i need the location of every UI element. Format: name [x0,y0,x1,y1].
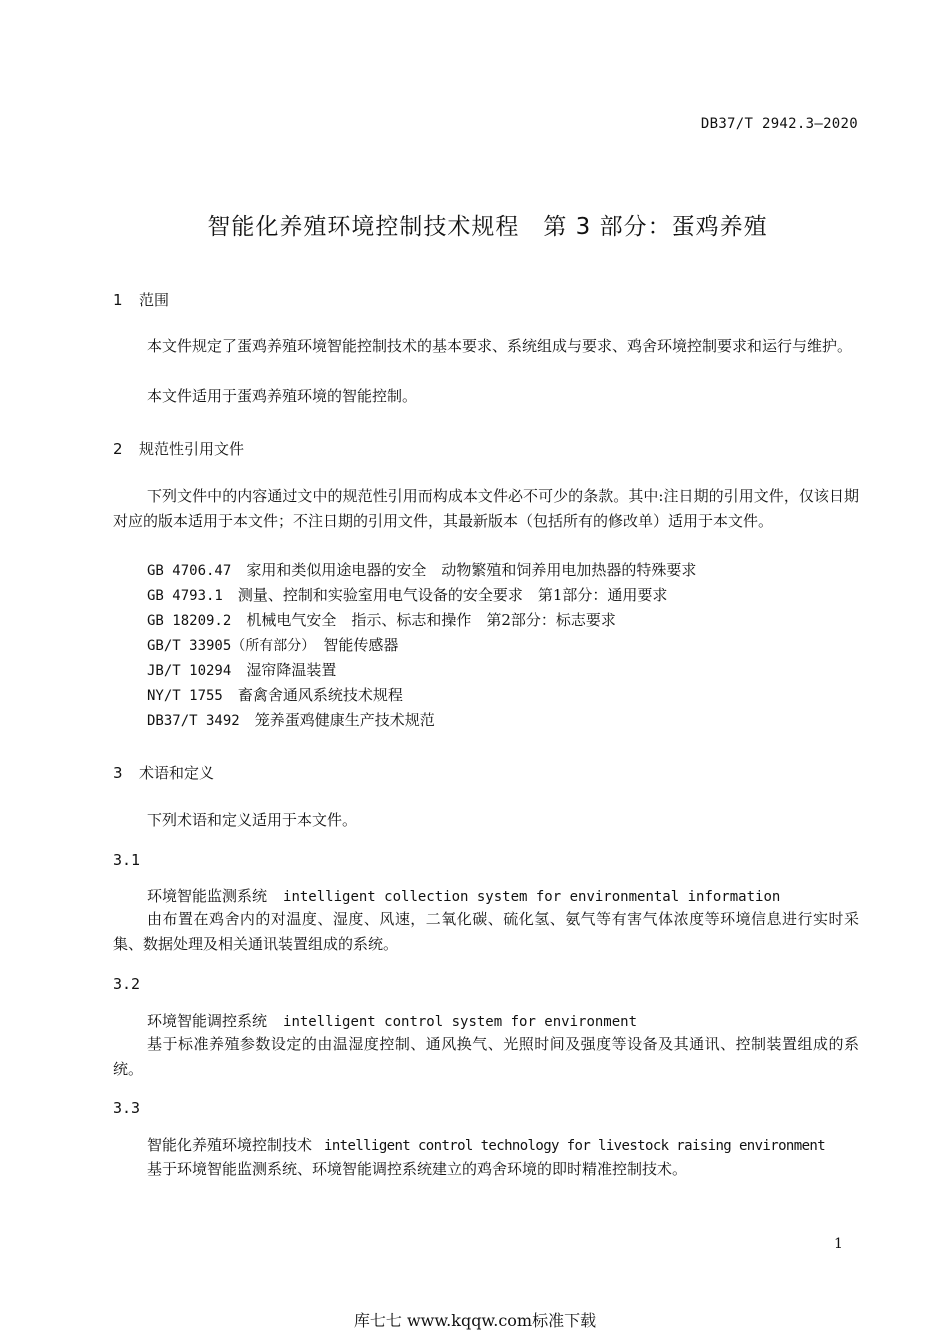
reference-title: 湿帘降温装置 [246,661,337,679]
footer-watermark: 库七七 www.kqqw.com标准下载 [353,1311,597,1330]
section-number: 3 [113,764,123,782]
section-2-heading [113,438,244,459]
reference-title: 畜禽舍通风系统技术规程 [237,686,403,704]
term-zh: 环境智能监测系统 [147,887,268,905]
reference-item [147,609,616,630]
reference-title: 家用和类似用途电器的安全 动物繁殖和饲养用电加热器的特殊要求 [246,561,697,579]
section-1-heading [113,289,169,310]
document-title: 智能化养殖环境控制技术规程 第 3 部分：蛋鸡养殖 [207,214,768,240]
section-3-heading [113,762,214,783]
reference-item [147,634,398,655]
section-title: 规范性引用文件 [139,440,245,458]
term-number: 3.1 [113,851,141,869]
reference-code: GB/T 33905（所有部分） [147,638,309,654]
reference-title: 测量、控制和实验室用电气设备的安全要求 第1部分：通用要求 [237,586,668,604]
paragraph: 下列术语和定义适用于本文件。 [147,811,358,829]
term-en: intelligent control technology for livestock raising environment [324,1138,826,1154]
term-en: intelligent collection system for environmental information [283,889,781,905]
section-title: 术语和定义 [139,764,215,782]
reference-item [147,709,435,730]
paragraph: 本文件适用于蛋鸡养殖环境的智能控制。 [147,387,418,405]
reference-code: GB 18209.2 [147,613,232,629]
term-zh: 环境智能调控系统 [147,1012,268,1030]
reference-code: DB37/T 3492 [147,713,240,729]
term-en: intelligent control system for environment [283,1014,638,1030]
reference-item [147,559,696,580]
section-number: 1 [113,291,123,309]
reference-item [147,659,336,680]
reference-item [147,584,667,605]
term-number: 3.3 [113,1099,141,1117]
paragraph: 下列文件中的内容通过文中的规范性引用而构成本文件必不可少的条款。其中:注日期的引用文件，仅该日期对应的版本适用于本文件；不注日期的引用文件，其最新版本（包括所有的修改单）适用于本文件。 [113,487,859,530]
term-number: 3.2 [113,975,141,993]
reference-title: 机械电气安全 指示、标志和操作 第2部分：标志要求 [246,611,616,629]
document-code: DB37/T 2942.3—2020 [700,116,858,132]
reference-code: NY/T 1755 [147,688,223,704]
section-number: 2 [113,440,123,458]
term-heading [147,1134,825,1155]
reference-code: GB 4793.1 [147,588,223,604]
term-definition: 基于环境智能监测系统、环境智能调控系统建立的鸡舍环境的即时精准控制技术。 [147,1160,688,1178]
reference-code: GB 4706.47 [147,563,232,579]
term-zh: 智能化养殖环境控制技术 [147,1136,313,1154]
term-definition: 由布置在鸡舍内的对温度、湿度、风速，二氧化碳、硫化氢、氨气等有害气体浓度等环境信息进行实时采集、数据处理及相关通讯装置组成的系统。 [113,910,859,953]
reference-title: 笼养蛋鸡健康生产技术规范 [254,711,435,729]
term-heading [147,885,780,906]
section-title: 范围 [139,291,170,309]
term-heading [147,1010,637,1031]
reference-code: JB/T 10294 [147,663,232,679]
reference-item [147,684,403,705]
page-number: 1 [834,1236,843,1252]
paragraph: 本文件规定了蛋鸡养殖环境智能控制技术的基本要求、系统组成与要求、鸡舍环境控制要求和运行与维护。 [147,337,853,355]
reference-title: 智能传感器 [323,636,399,654]
term-definition: 基于标准养殖参数设定的由温湿度控制、通风换气、光照时间及强度等设备及其通讯、控制装置组成的系统。 [113,1035,859,1078]
